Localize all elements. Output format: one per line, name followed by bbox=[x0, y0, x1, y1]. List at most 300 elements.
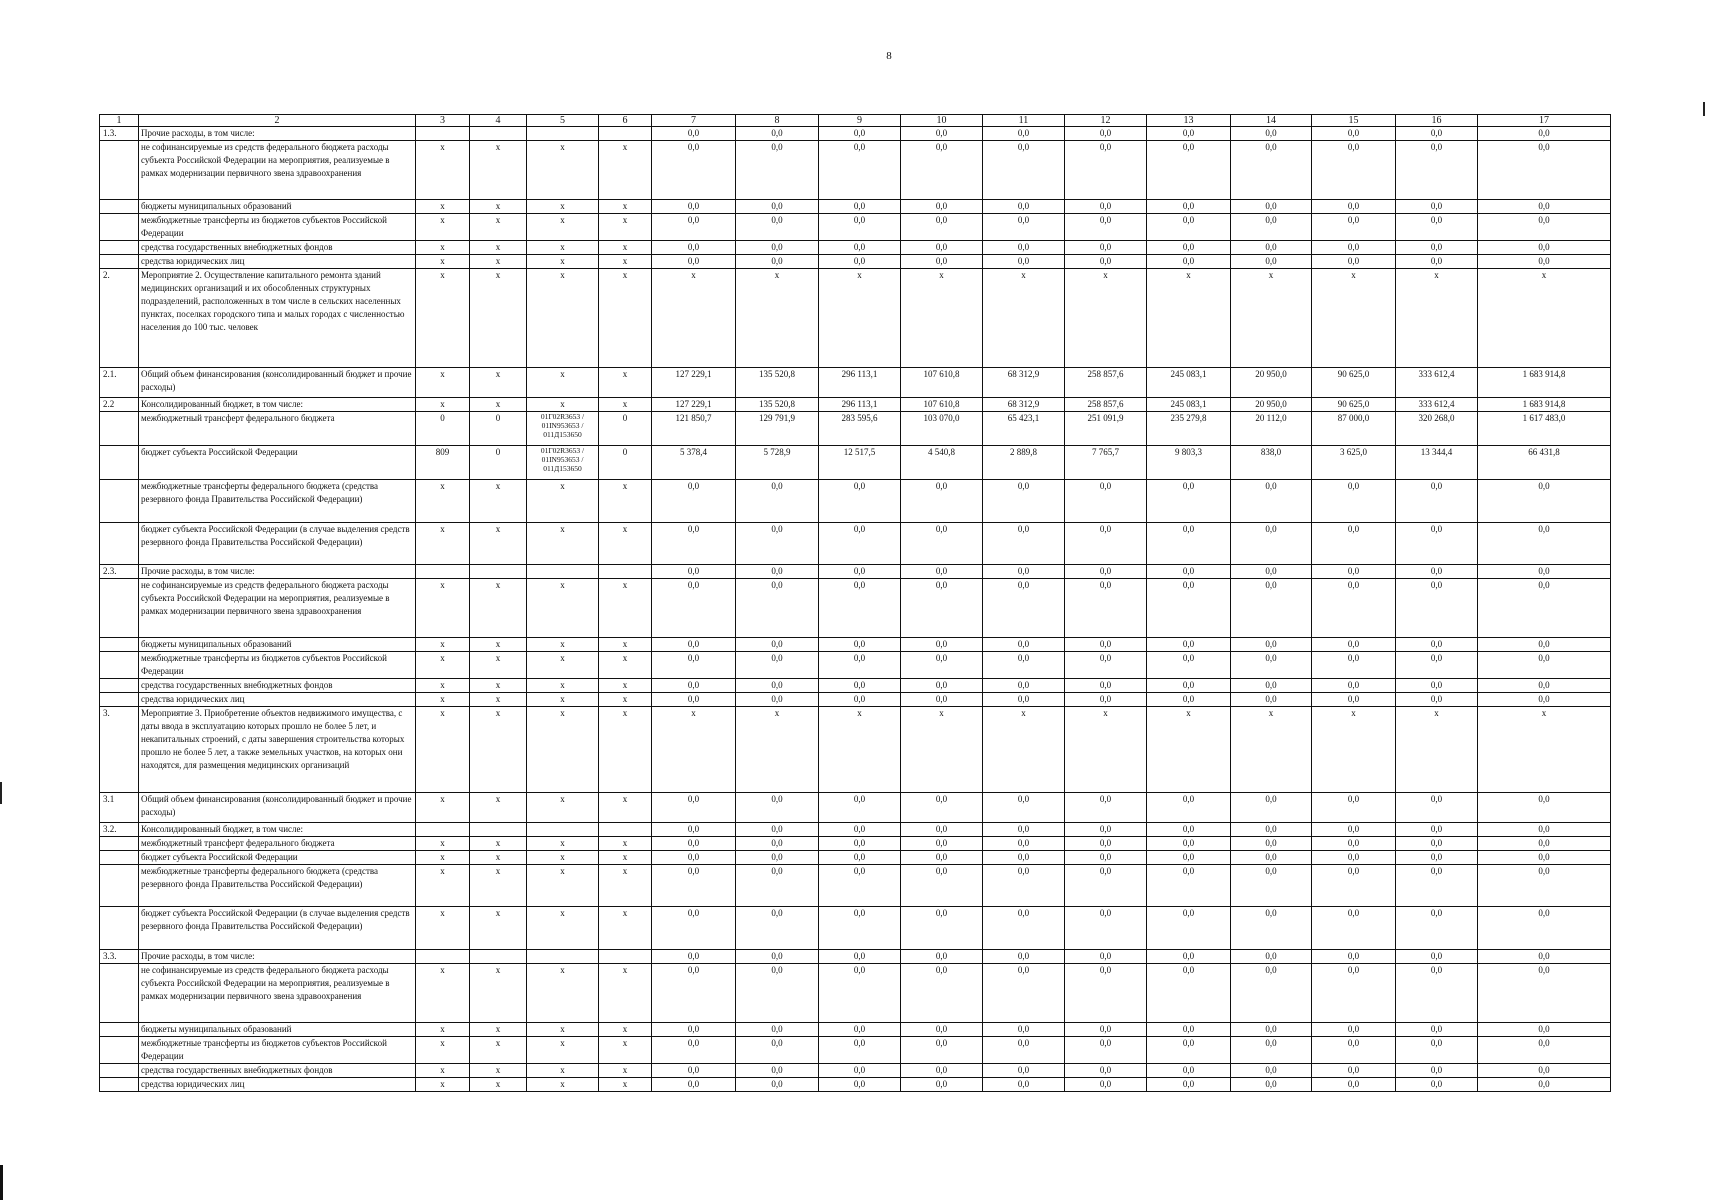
table-row bbox=[100, 269, 1611, 368]
table-cell: 0,0 bbox=[819, 255, 901, 269]
table-cell: x bbox=[416, 398, 470, 412]
table-cell: 0,0 bbox=[1065, 1023, 1147, 1037]
table-cell: x bbox=[527, 907, 599, 950]
row-description: Общий объем финансирования (консолидированный бюджет и прочие расходы) bbox=[139, 793, 416, 823]
table-cell: 0,0 bbox=[983, 652, 1065, 679]
table-row bbox=[100, 851, 1611, 865]
table-cell: x bbox=[527, 214, 599, 241]
table-cell: x bbox=[470, 368, 527, 398]
row-description: не софинансируемые из средств федерального бюджета расходы субъекта Российской Федерации на мероприятия, реализуемые в рамках модернизации первичного звена здравоохранения bbox=[139, 964, 416, 1023]
table-cell: 0,0 bbox=[983, 823, 1065, 837]
table-cell: 0,0 bbox=[901, 652, 983, 679]
table-cell bbox=[599, 950, 652, 964]
row-number bbox=[100, 214, 139, 241]
table-cell: 0,0 bbox=[1231, 638, 1312, 652]
table-cell: x bbox=[416, 679, 470, 693]
table-cell: 0,0 bbox=[1065, 638, 1147, 652]
table-cell: 320 268,0 bbox=[1396, 412, 1478, 446]
table-cell: 0 bbox=[416, 412, 470, 446]
column-header: 12 bbox=[1065, 115, 1147, 127]
table-cell: 0,0 bbox=[1478, 837, 1611, 851]
table-cell: x bbox=[599, 693, 652, 707]
table-cell: 0,0 bbox=[736, 1037, 819, 1064]
table-cell: 0,0 bbox=[819, 480, 901, 523]
column-header: 8 bbox=[736, 115, 819, 127]
table-cell: 0,0 bbox=[1147, 679, 1231, 693]
table-cell bbox=[527, 565, 599, 579]
table-cell: x bbox=[470, 638, 527, 652]
table-cell: 0,0 bbox=[1231, 1064, 1312, 1078]
table-cell: 0,0 bbox=[819, 638, 901, 652]
row-description: бюджеты муниципальных образований bbox=[139, 200, 416, 214]
table-cell: x bbox=[470, 1023, 527, 1037]
table-cell: 0,0 bbox=[1065, 851, 1147, 865]
row-number: 3.3. bbox=[100, 950, 139, 964]
table-cell: 258 857,6 bbox=[1065, 398, 1147, 412]
table-cell: 0,0 bbox=[1478, 823, 1611, 837]
table-cell: 0,0 bbox=[983, 865, 1065, 907]
table-cell: 0,0 bbox=[901, 679, 983, 693]
column-header: 11 bbox=[983, 115, 1065, 127]
table-row bbox=[100, 398, 1611, 412]
table-cell: 107 610,8 bbox=[901, 368, 983, 398]
table-cell: 0,0 bbox=[819, 565, 901, 579]
table-cell bbox=[416, 950, 470, 964]
table-cell: x bbox=[470, 579, 527, 638]
table-cell: 0,0 bbox=[736, 200, 819, 214]
table-cell: 0,0 bbox=[1478, 241, 1611, 255]
table-row bbox=[100, 907, 1611, 950]
table-row bbox=[100, 255, 1611, 269]
table-cell: 0,0 bbox=[736, 837, 819, 851]
table-cell: 0,0 bbox=[1065, 865, 1147, 907]
table-row bbox=[100, 964, 1611, 1023]
table-cell bbox=[599, 565, 652, 579]
table-cell: 0,0 bbox=[1478, 1078, 1611, 1092]
table-cell: 0,0 bbox=[1478, 255, 1611, 269]
table-cell: 0,0 bbox=[1147, 127, 1231, 141]
column-header: 17 bbox=[1478, 115, 1611, 127]
table-row bbox=[100, 241, 1611, 255]
table-cell: 0,0 bbox=[1147, 837, 1231, 851]
table-cell: x bbox=[599, 964, 652, 1023]
table-cell: 0,0 bbox=[1147, 823, 1231, 837]
table-cell bbox=[527, 823, 599, 837]
table-cell: 296 113,1 bbox=[819, 398, 901, 412]
row-number: 1.3. bbox=[100, 127, 139, 141]
table-cell: x bbox=[599, 480, 652, 523]
table-cell: 0,0 bbox=[736, 523, 819, 565]
table-cell: x bbox=[470, 964, 527, 1023]
row-number bbox=[100, 200, 139, 214]
table-cell: x bbox=[652, 269, 736, 368]
table-cell: 0,0 bbox=[983, 200, 1065, 214]
row-number bbox=[100, 851, 139, 865]
column-header: 14 bbox=[1231, 115, 1312, 127]
table-cell: 1 683 914,8 bbox=[1478, 398, 1611, 412]
table-cell: 0,0 bbox=[1312, 579, 1396, 638]
table-cell: 20 950,0 bbox=[1231, 398, 1312, 412]
table-cell: x bbox=[1312, 269, 1396, 368]
table-cell: 0,0 bbox=[819, 693, 901, 707]
row-description: Прочие расходы, в том числе: bbox=[139, 565, 416, 579]
table-cell: 0,0 bbox=[652, 523, 736, 565]
column-number-header-row bbox=[100, 115, 1611, 127]
table-cell: x bbox=[599, 141, 652, 200]
table-cell: 0,0 bbox=[1065, 679, 1147, 693]
table-cell: x bbox=[901, 707, 983, 793]
table-cell: 0,0 bbox=[1396, 480, 1478, 523]
row-number: 3.2. bbox=[100, 823, 139, 837]
table-cell: 0,0 bbox=[901, 1064, 983, 1078]
table-cell: 0,0 bbox=[1312, 1023, 1396, 1037]
table-cell: 0,0 bbox=[736, 638, 819, 652]
table-cell: 0,0 bbox=[1231, 141, 1312, 200]
table-cell: 0,0 bbox=[652, 579, 736, 638]
table-cell: 0,0 bbox=[1147, 1064, 1231, 1078]
table-cell bbox=[470, 950, 527, 964]
table-cell: 0,0 bbox=[901, 241, 983, 255]
table-cell: 0,0 bbox=[1396, 964, 1478, 1023]
table-row bbox=[100, 823, 1611, 837]
table-cell: 66 431,8 bbox=[1478, 446, 1611, 480]
table-cell: 0,0 bbox=[1396, 1037, 1478, 1064]
table-cell: 0,0 bbox=[1478, 851, 1611, 865]
row-description: Общий объем финансирования (консолидированный бюджет и прочие расходы) bbox=[139, 368, 416, 398]
table-cell bbox=[470, 127, 527, 141]
table-cell: 103 070,0 bbox=[901, 412, 983, 446]
table-row bbox=[100, 1037, 1611, 1064]
table-cell: 0,0 bbox=[901, 214, 983, 241]
table-cell: 0,0 bbox=[1065, 480, 1147, 523]
row-description: средства государственных внебюджетных фондов bbox=[139, 241, 416, 255]
table-cell: 0,0 bbox=[652, 1037, 736, 1064]
table-cell: x bbox=[599, 638, 652, 652]
table-cell: 0,0 bbox=[819, 579, 901, 638]
column-header: 2 bbox=[139, 115, 416, 127]
table-cell: 0,0 bbox=[1065, 523, 1147, 565]
row-number bbox=[100, 652, 139, 679]
table-cell bbox=[416, 565, 470, 579]
table-cell: x bbox=[599, 269, 652, 368]
table-cell: 0,0 bbox=[1396, 127, 1478, 141]
table-cell: 0,0 bbox=[1231, 907, 1312, 950]
table-cell: x bbox=[527, 837, 599, 851]
table-cell: x bbox=[527, 793, 599, 823]
table-cell: 0,0 bbox=[652, 679, 736, 693]
row-number bbox=[100, 907, 139, 950]
table-cell bbox=[416, 127, 470, 141]
table-cell: 0,0 bbox=[1312, 865, 1396, 907]
table-cell: 0,0 bbox=[1312, 200, 1396, 214]
table-cell: 0,0 bbox=[1231, 837, 1312, 851]
table-cell: 0,0 bbox=[1396, 1064, 1478, 1078]
table-cell: 0,0 bbox=[1065, 823, 1147, 837]
row-number bbox=[100, 480, 139, 523]
table-cell: x bbox=[470, 652, 527, 679]
table-cell: 0,0 bbox=[1478, 480, 1611, 523]
table-cell: 0,0 bbox=[901, 851, 983, 865]
table-cell: 0,0 bbox=[1396, 200, 1478, 214]
table-cell: 0,0 bbox=[819, 523, 901, 565]
table-cell: 0,0 bbox=[736, 907, 819, 950]
scan-margin-mark bbox=[1703, 102, 1705, 116]
table-cell: x bbox=[599, 200, 652, 214]
row-description: Консолидированный бюджет, в том числе: bbox=[139, 398, 416, 412]
table-cell: 0,0 bbox=[652, 964, 736, 1023]
table-cell: 0,0 bbox=[736, 693, 819, 707]
table-cell: 0,0 bbox=[1312, 823, 1396, 837]
table-cell: x bbox=[599, 1023, 652, 1037]
table-cell bbox=[599, 127, 652, 141]
table-cell: x bbox=[416, 200, 470, 214]
table-cell: x bbox=[527, 1023, 599, 1037]
row-number bbox=[100, 837, 139, 851]
table-cell: x bbox=[470, 141, 527, 200]
table-cell: x bbox=[470, 1078, 527, 1092]
table-cell: 0,0 bbox=[901, 693, 983, 707]
column-header: 3 bbox=[416, 115, 470, 127]
table-cell: 0,0 bbox=[736, 480, 819, 523]
table-cell: x bbox=[470, 241, 527, 255]
table-cell: 0,0 bbox=[1396, 523, 1478, 565]
table-cell: 0,0 bbox=[901, 907, 983, 950]
table-cell: 0,0 bbox=[736, 950, 819, 964]
table-cell: 0,0 bbox=[983, 141, 1065, 200]
column-header: 7 bbox=[652, 115, 736, 127]
table-cell: x bbox=[1312, 707, 1396, 793]
table-cell: 0,0 bbox=[1478, 1037, 1611, 1064]
table-cell: 0,0 bbox=[652, 638, 736, 652]
table-cell: 0,0 bbox=[1147, 1078, 1231, 1092]
table-cell: 0,0 bbox=[736, 652, 819, 679]
table-cell: 0,0 bbox=[1147, 1023, 1231, 1037]
table-cell: x bbox=[470, 907, 527, 950]
table-cell: 01Г02R3653 / 01IN953653 / 011Д153650 bbox=[527, 446, 599, 480]
table-cell: 0,0 bbox=[736, 964, 819, 1023]
row-description: бюджет субъекта Российской Федерации (в случае выделения средств резервного фонда Правительства Российской Федерации) bbox=[139, 907, 416, 950]
table-cell: 0,0 bbox=[1065, 241, 1147, 255]
table-cell: 0,0 bbox=[1478, 950, 1611, 964]
table-cell: 0,0 bbox=[983, 1023, 1065, 1037]
table-cell: 0 bbox=[599, 446, 652, 480]
row-description: средства государственных внебюджетных фондов bbox=[139, 1064, 416, 1078]
table-cell: x bbox=[470, 1064, 527, 1078]
page-number: 8 bbox=[886, 50, 892, 62]
row-number bbox=[100, 1037, 139, 1064]
row-description: межбюджетный трансферт федерального бюджета bbox=[139, 412, 416, 446]
table-cell: 12 517,5 bbox=[819, 446, 901, 480]
row-number: 2.1. bbox=[100, 368, 139, 398]
table-cell: 0,0 bbox=[1231, 950, 1312, 964]
table-cell: 121 850,7 bbox=[652, 412, 736, 446]
table-cell: 0,0 bbox=[1478, 865, 1611, 907]
table-cell: 0,0 bbox=[1231, 693, 1312, 707]
table-cell: 90 625,0 bbox=[1312, 398, 1396, 412]
table-cell: 0,0 bbox=[1312, 255, 1396, 269]
table-cell: 0,0 bbox=[901, 565, 983, 579]
table-cell: 0,0 bbox=[983, 255, 1065, 269]
table-cell: 0,0 bbox=[1065, 793, 1147, 823]
table-cell: 0,0 bbox=[1231, 1078, 1312, 1092]
table-cell: x bbox=[470, 1037, 527, 1064]
table-cell: x bbox=[1396, 707, 1478, 793]
table-cell: 0,0 bbox=[901, 793, 983, 823]
table-cell: x bbox=[527, 693, 599, 707]
table-cell: 0,0 bbox=[652, 565, 736, 579]
table-cell: x bbox=[416, 579, 470, 638]
table-cell: x bbox=[599, 793, 652, 823]
column-header: 10 bbox=[901, 115, 983, 127]
column-header: 4 bbox=[470, 115, 527, 127]
table-cell: 0,0 bbox=[819, 200, 901, 214]
table-cell: 0,0 bbox=[819, 865, 901, 907]
table-cell: 0,0 bbox=[652, 793, 736, 823]
table-cell: 0,0 bbox=[1065, 1078, 1147, 1092]
table-cell: x bbox=[416, 907, 470, 950]
table-cell: 0,0 bbox=[652, 1064, 736, 1078]
table-cell: x bbox=[527, 1064, 599, 1078]
table-row bbox=[100, 127, 1611, 141]
table-cell: 5 378,4 bbox=[652, 446, 736, 480]
table-cell: x bbox=[736, 269, 819, 368]
table-row bbox=[100, 579, 1611, 638]
table-cell: x bbox=[527, 269, 599, 368]
row-description: Мероприятие 2. Осуществление капитального ремонта зданий медицинских организаций и их обособленных структурных подразделений, расположенных в том числе в сельских населенных пунктах, поселках городского типа и малых городах с численностью населения до 100 тыс. человек bbox=[139, 269, 416, 368]
table-cell: x bbox=[599, 398, 652, 412]
table-row bbox=[100, 1078, 1611, 1092]
table-cell: 0 bbox=[470, 446, 527, 480]
table-row bbox=[100, 412, 1611, 446]
table-cell bbox=[527, 950, 599, 964]
table-cell: x bbox=[527, 255, 599, 269]
row-description: средства юридических лиц bbox=[139, 1078, 416, 1092]
table-cell: 0,0 bbox=[652, 851, 736, 865]
table-cell: 0,0 bbox=[1312, 638, 1396, 652]
column-header: 6 bbox=[599, 115, 652, 127]
table-cell: 0,0 bbox=[1065, 693, 1147, 707]
table-cell: x bbox=[1147, 707, 1231, 793]
table-cell: 809 bbox=[416, 446, 470, 480]
table-row bbox=[100, 793, 1611, 823]
table-cell: 0,0 bbox=[736, 1078, 819, 1092]
table-cell: 0,0 bbox=[736, 255, 819, 269]
table-cell: 0,0 bbox=[1312, 950, 1396, 964]
table-cell: 1 617 483,0 bbox=[1478, 412, 1611, 446]
table-cell: x bbox=[527, 398, 599, 412]
table-cell: 0,0 bbox=[983, 1064, 1065, 1078]
table-row bbox=[100, 679, 1611, 693]
table-cell: 0,0 bbox=[901, 950, 983, 964]
table-cell: x bbox=[470, 269, 527, 368]
table-cell: 90 625,0 bbox=[1312, 368, 1396, 398]
table-cell: 0,0 bbox=[1065, 255, 1147, 269]
table-cell: 0,0 bbox=[1312, 652, 1396, 679]
table-cell: x bbox=[527, 523, 599, 565]
table-cell: 0,0 bbox=[652, 865, 736, 907]
table-cell: 0,0 bbox=[1396, 652, 1478, 679]
table-cell: 0,0 bbox=[652, 693, 736, 707]
table-cell: 0,0 bbox=[1478, 679, 1611, 693]
table-cell: x bbox=[599, 865, 652, 907]
table-cell: 87 000,0 bbox=[1312, 412, 1396, 446]
table-cell: 0,0 bbox=[1478, 565, 1611, 579]
table-cell: x bbox=[983, 707, 1065, 793]
table-cell: x bbox=[527, 480, 599, 523]
table-cell: 0,0 bbox=[1478, 523, 1611, 565]
table-cell: 01Г02R3653 / 01IN953653 / 011Д153650 bbox=[527, 412, 599, 446]
table-cell: 0,0 bbox=[1231, 851, 1312, 865]
row-description: Прочие расходы, в том числе: bbox=[139, 950, 416, 964]
row-number: 2.3. bbox=[100, 565, 139, 579]
table-cell: 0,0 bbox=[819, 793, 901, 823]
table-cell: 258 857,6 bbox=[1065, 368, 1147, 398]
table-cell: x bbox=[599, 579, 652, 638]
table-cell: 0,0 bbox=[819, 127, 901, 141]
table-cell: 0,0 bbox=[736, 823, 819, 837]
table-cell: 0,0 bbox=[901, 579, 983, 638]
row-number bbox=[100, 579, 139, 638]
table-row bbox=[100, 693, 1611, 707]
table-cell: x bbox=[736, 707, 819, 793]
table-cell: 0,0 bbox=[1312, 851, 1396, 865]
table-cell: x bbox=[416, 1023, 470, 1037]
table-cell: 245 083,1 bbox=[1147, 398, 1231, 412]
table-cell bbox=[470, 823, 527, 837]
row-description: межбюджетные трансферты федерального бюджета (средства резервного фонда Правительства Российской Федерации) bbox=[139, 865, 416, 907]
table-cell: x bbox=[527, 200, 599, 214]
table-cell: x bbox=[416, 1037, 470, 1064]
table-cell: 0,0 bbox=[652, 652, 736, 679]
table-row bbox=[100, 214, 1611, 241]
row-number: 3. bbox=[100, 707, 139, 793]
table-cell: x bbox=[599, 241, 652, 255]
table-cell: x bbox=[527, 865, 599, 907]
table-cell: 4 540,8 bbox=[901, 446, 983, 480]
row-description: средства юридических лиц bbox=[139, 255, 416, 269]
table-cell: 0,0 bbox=[1231, 523, 1312, 565]
table-cell: 0,0 bbox=[652, 950, 736, 964]
table-cell: 0,0 bbox=[819, 652, 901, 679]
table-cell: 0,0 bbox=[1231, 480, 1312, 523]
table-cell: x bbox=[983, 269, 1065, 368]
table-cell: 0,0 bbox=[819, 241, 901, 255]
table-cell: x bbox=[599, 1064, 652, 1078]
table-cell: 296 113,1 bbox=[819, 368, 901, 398]
column-header: 13 bbox=[1147, 115, 1231, 127]
table-cell: 0,0 bbox=[736, 241, 819, 255]
table-cell: 0,0 bbox=[1312, 907, 1396, 950]
table-cell: x bbox=[470, 200, 527, 214]
table-cell: 0,0 bbox=[1231, 652, 1312, 679]
table-cell: x bbox=[470, 523, 527, 565]
table-cell: x bbox=[416, 523, 470, 565]
table-cell: 0,0 bbox=[1231, 255, 1312, 269]
table-cell: 0,0 bbox=[901, 141, 983, 200]
table-cell: 0,0 bbox=[652, 837, 736, 851]
table-cell: 838,0 bbox=[1231, 446, 1312, 480]
table-cell: 0,0 bbox=[901, 1023, 983, 1037]
table-cell: 0,0 bbox=[1147, 565, 1231, 579]
row-number bbox=[100, 412, 139, 446]
row-number bbox=[100, 1064, 139, 1078]
table-cell: 333 612,4 bbox=[1396, 398, 1478, 412]
table-cell: x bbox=[470, 865, 527, 907]
table-cell: 0,0 bbox=[819, 837, 901, 851]
table-cell: 245 083,1 bbox=[1147, 368, 1231, 398]
table-cell: x bbox=[470, 793, 527, 823]
table-cell: 0,0 bbox=[901, 1078, 983, 1092]
